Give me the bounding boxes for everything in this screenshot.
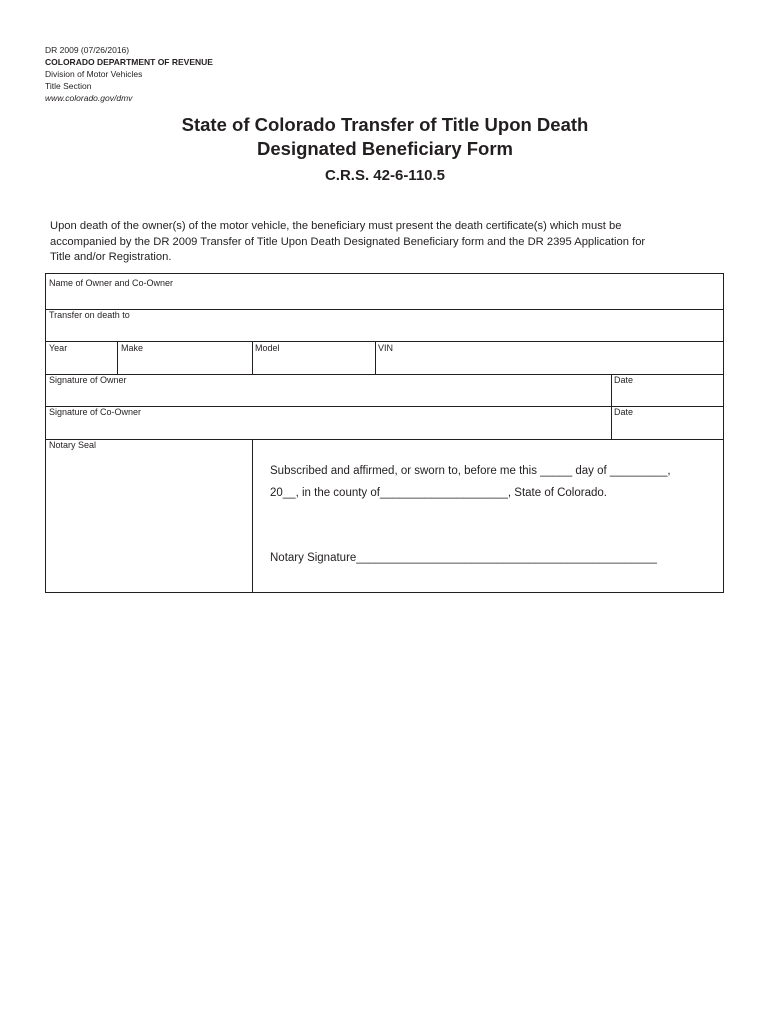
column-divider	[252, 439, 253, 592]
make-field[interactable]: Make	[121, 343, 144, 353]
statute-reference: C.R.S. 42-6-110.5	[324, 167, 446, 184]
notary-seal-area[interactable]: Notary Seal	[49, 440, 97, 450]
owner-signature-field[interactable]: Signature of Owner	[49, 375, 127, 385]
form-number: DR 2009 (07/26/2016)	[45, 45, 130, 55]
instructions-line: Title and/or Registration.	[50, 251, 172, 263]
coowner-signature-field[interactable]: Signature of Co-Owner	[49, 407, 142, 417]
row-divider	[46, 309, 723, 310]
instructions-paragraph	[50, 219, 730, 266]
form-title-line1: State of Colorado Transfer of Title Upon Death	[181, 114, 589, 135]
section-name: Title Section	[45, 81, 92, 91]
division-name: Division of Motor Vehicles	[45, 69, 143, 79]
column-divider	[117, 341, 118, 374]
vin-field[interactable]: VIN	[378, 343, 394, 353]
owner-date-field[interactable]: Date	[614, 375, 634, 385]
owner-name-field[interactable]: Name of Owner and Co-Owner	[49, 278, 174, 288]
website-link[interactable]: www.colorado.gov/dmv	[45, 93, 133, 103]
notary-statement-line2: 20__, in the county of____________________, State of Colorado.	[270, 487, 607, 499]
row-divider	[46, 439, 723, 440]
form-title-line2: Designated Beneficiary Form	[257, 138, 513, 159]
row-divider	[46, 341, 723, 342]
model-field[interactable]: Model	[255, 343, 280, 353]
column-divider	[611, 374, 612, 439]
beneficiary-form-table	[45, 273, 724, 593]
transfer-on-death-field[interactable]: Transfer on death to	[49, 310, 130, 320]
coowner-date-field[interactable]: Date	[614, 407, 634, 417]
year-field[interactable]: Year	[49, 343, 68, 353]
notary-statement-line1: Subscribed and affirmed, or sworn to, before me this _____ day of _________,	[270, 465, 671, 477]
department-name: COLORADO DEPARTMENT OF REVENUE	[45, 57, 213, 67]
instructions-line: accompanied by the DR 2009 Transfer of Title Upon Death Designated Beneficiary form and the DR 2395 Application for	[50, 235, 646, 248]
column-divider	[375, 341, 376, 374]
instructions-line: Upon death of the owner(s) of the motor vehicle, the beneficiary must present the death certificate(s) which must be	[50, 220, 622, 232]
column-divider	[252, 341, 253, 374]
form-header	[45, 44, 213, 104]
notary-signature-line[interactable]: Notary Signature_______________________________________________	[270, 552, 657, 564]
